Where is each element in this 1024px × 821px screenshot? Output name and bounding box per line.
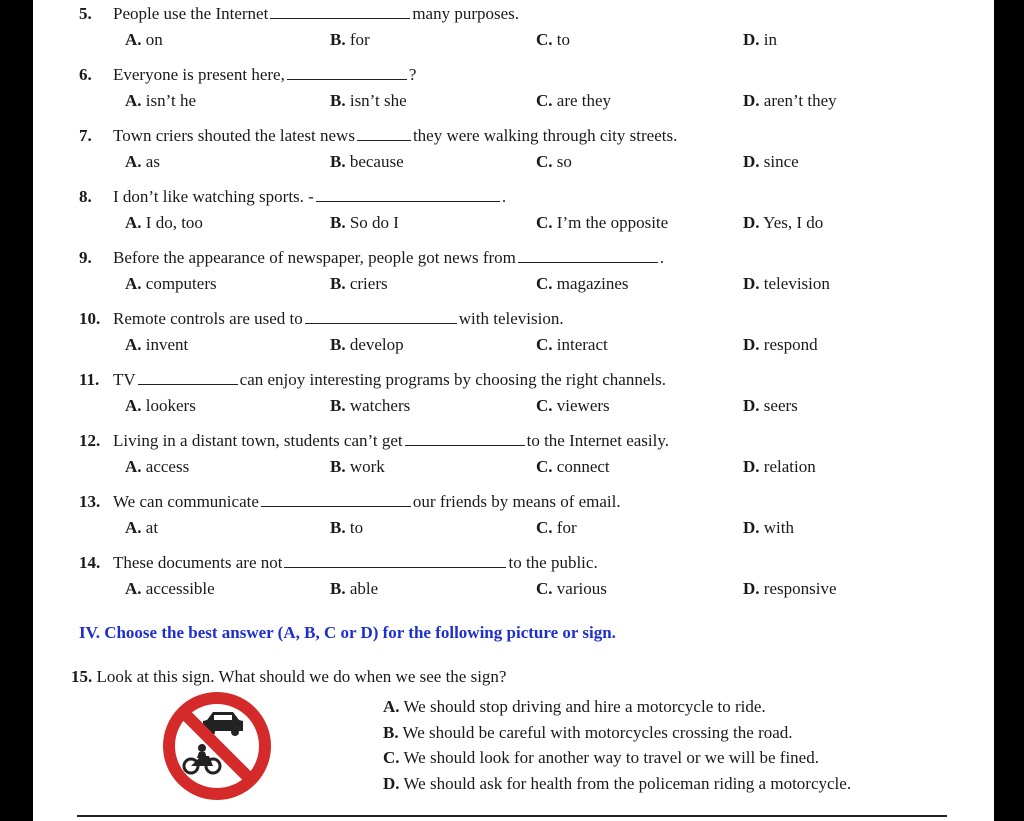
option-d[interactable]: D. since — [743, 152, 799, 171]
answer-blank — [261, 492, 411, 507]
question-stem: I don’t like watching sports. - . — [113, 187, 507, 206]
option-d[interactable]: D. seers — [743, 396, 798, 415]
question-stem: Town criers shouted the latest news they were walking through city streets. — [113, 126, 678, 145]
option-d[interactable]: D. aren’t they — [743, 91, 837, 110]
option-d[interactable]: D. responsive — [743, 579, 837, 598]
answer-blank — [357, 126, 411, 141]
question-number: 10. — [79, 309, 101, 328]
option-c[interactable]: C. I’m the opposite — [536, 213, 669, 232]
option-c[interactable]: C. connect — [536, 457, 610, 476]
option-b[interactable]: B. So do I — [330, 213, 399, 232]
question-number: 11. — [79, 370, 100, 389]
question-stem: Everyone is present here, ? — [113, 65, 417, 84]
question-stem: People use the Internet many purposes. — [113, 4, 520, 23]
divider — [77, 815, 947, 817]
question-stem: TV can enjoy interesting programs by choosing the right channels. — [113, 370, 666, 389]
answer-blank — [270, 4, 410, 19]
question-number: 15. — [71, 667, 93, 686]
answer-blank — [305, 309, 457, 324]
section-heading: IV. Choose the best answer (A, B, C or D) for the following picture or sign. — [79, 623, 616, 642]
option-a[interactable]: A. as — [125, 152, 160, 171]
option-b[interactable]: B. work — [330, 457, 385, 476]
option-a[interactable]: A. We should stop driving and hire a motorcycle to ride. — [383, 697, 766, 716]
question-number: 13. — [79, 492, 101, 511]
option-c[interactable]: C. magazines — [536, 274, 629, 293]
question-15 — [71, 667, 506, 687]
option-a[interactable]: A. invent — [125, 335, 189, 354]
option-b[interactable]: B. watchers — [330, 396, 411, 415]
option-c[interactable]: C. to — [536, 30, 571, 49]
option-a[interactable]: A. accessible — [125, 579, 215, 598]
option-d[interactable]: D. relation — [743, 457, 816, 476]
question-stem: Look at this sign. What should we do when we see the sign? — [96, 667, 507, 686]
question-15-options — [383, 694, 851, 796]
option-a[interactable]: A. computers — [125, 274, 217, 293]
option-d[interactable]: D. We should ask for health from the policeman riding a motorcycle. — [383, 773, 852, 793]
question-number: 5. — [79, 4, 92, 23]
question-stem: These documents are not to the public. — [113, 553, 598, 572]
option-c[interactable]: C. for — [536, 518, 577, 537]
question-number: 14. — [79, 553, 101, 572]
option-d[interactable]: D. Yes, I do — [743, 213, 824, 232]
answer-blank — [518, 248, 658, 263]
answer-blank — [405, 431, 525, 446]
option-c[interactable]: C. interact — [536, 335, 608, 354]
option-a[interactable]: A. access — [125, 457, 190, 476]
option-b[interactable]: B. isn’t she — [330, 91, 407, 110]
option-b[interactable]: B. develop — [330, 335, 404, 354]
question-number: 7. — [79, 126, 92, 145]
option-b[interactable]: B. for — [330, 30, 370, 49]
question-stem: Remote controls are used to with television. — [113, 309, 564, 328]
answer-blank — [316, 187, 500, 202]
question-number: 6. — [79, 65, 92, 84]
option-c[interactable]: C. We should look for another way to travel or we will be fined. — [383, 748, 819, 767]
question-stem: We can communicate our friends by means of email. — [113, 492, 621, 511]
option-a[interactable]: A. at — [125, 518, 159, 537]
answer-blank — [284, 553, 506, 568]
option-d[interactable]: D. with — [743, 518, 795, 537]
option-b[interactable]: B. to — [330, 518, 364, 537]
option-d[interactable]: D. television — [743, 274, 830, 293]
option-b[interactable]: B. We should be careful with motorcycles crossing the road. — [383, 722, 793, 742]
answer-blank — [138, 370, 238, 385]
option-c[interactable]: C. various — [536, 579, 607, 598]
option-a[interactable]: A. I do, too — [125, 213, 203, 232]
question-stem: Living in a distant town, students can’t get to the Internet easily. — [113, 431, 669, 450]
option-c[interactable]: C. are they — [536, 91, 612, 110]
no-cars-no-motorcycles-sign-icon — [161, 690, 273, 802]
option-b[interactable]: B. able — [330, 579, 379, 598]
option-a[interactable]: A. isn’t he — [125, 91, 196, 110]
option-c[interactable]: C. so — [536, 152, 572, 171]
option-b[interactable]: B. criers — [330, 274, 388, 293]
option-b[interactable]: B. because — [330, 152, 404, 171]
answer-blank — [287, 65, 407, 80]
worksheet-page — [33, 0, 994, 821]
question-number: 9. — [79, 248, 92, 267]
option-d[interactable]: D. in — [743, 30, 778, 49]
question-stem: Before the appearance of newspaper, people got news from . — [113, 248, 665, 267]
option-c[interactable]: C. viewers — [536, 396, 610, 415]
option-a[interactable]: A. lookers — [125, 396, 196, 415]
question-number: 8. — [79, 187, 92, 206]
option-a[interactable]: A. on — [125, 30, 163, 49]
option-d[interactable]: D. respond — [743, 335, 818, 354]
question-number: 12. — [79, 431, 101, 450]
